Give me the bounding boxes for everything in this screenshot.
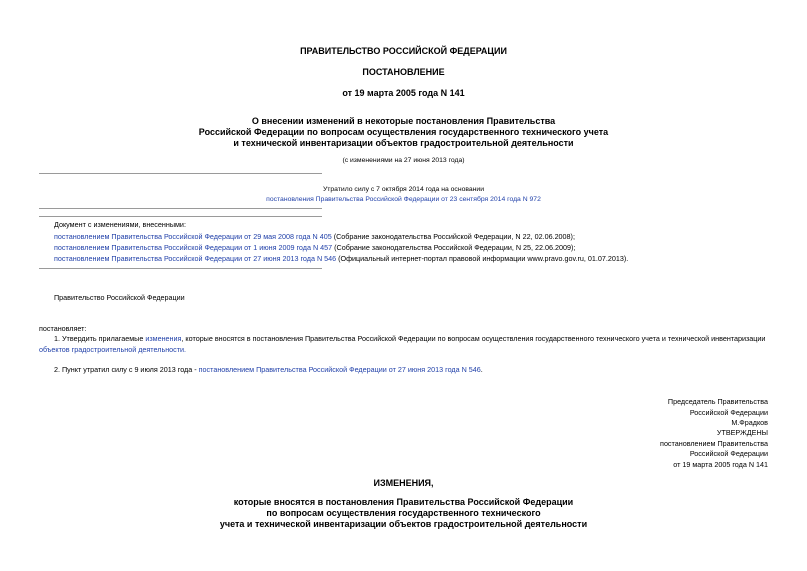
invalid-note-link[interactable]: постановления Правительства Российской Федерации от 23 сентября 2014 года N 972 bbox=[266, 196, 541, 203]
header-date-number: от 19 марта 2005 года N 141 bbox=[342, 88, 465, 98]
paragraph-2-text: . bbox=[480, 365, 483, 374]
paragraph-1-link[interactable]: изменения bbox=[145, 334, 182, 343]
change-item bbox=[54, 231, 575, 243]
change-item bbox=[54, 253, 628, 265]
change-item bbox=[54, 242, 575, 254]
change-item-link[interactable]: постановлением Правительства Российской Федерации от 1 июня 2009 года N 457 bbox=[54, 243, 333, 252]
amendment-note: (с изменениями на 27 июня 2013 года) bbox=[342, 157, 465, 164]
header-government: ПРАВИТЕЛЬСТВО РОССИЙСКОЙ ФЕДЕРАЦИИ bbox=[300, 46, 507, 56]
body-subject: Правительство Российской Федерации bbox=[54, 293, 185, 302]
paragraph-1-text: , которые вносятся в постановления Правительства Российской Федерации по вопросам осуществления государственного технического учета и технической инвентаризации bbox=[181, 334, 766, 343]
divider bbox=[39, 268, 322, 269]
change-item-text: (Собрание законодательства Российской Федерации, N 25, 22.06.2009); bbox=[332, 243, 576, 252]
approved-line: от 19 марта 2005 года N 141 bbox=[673, 459, 768, 469]
paragraph-1 bbox=[54, 333, 765, 345]
approved-block bbox=[660, 428, 768, 470]
title-line-2: Российской Федерации по вопросам осуществления государственного технического учета bbox=[198, 127, 609, 137]
paragraph-2-text: 2. Пункт утратил силу с 9 июля 2013 года - bbox=[54, 365, 199, 374]
change-item-link[interactable]: постановлением Правительства Российской Федерации от 29 мая 2008 года N 405 bbox=[54, 232, 332, 241]
divider bbox=[39, 173, 322, 174]
change-item-link[interactable]: постановлением Правительства Российской Федерации от 27 июня 2013 года N 546 bbox=[54, 254, 337, 263]
signature-line: М.Фрадков bbox=[731, 418, 768, 427]
signature-line: Председатель Правительства bbox=[667, 397, 768, 406]
annex-title: ИЗМЕНЕНИЯ, bbox=[373, 478, 434, 488]
paragraph-2 bbox=[54, 364, 483, 376]
body-resolves: постановляет: bbox=[39, 324, 87, 333]
paragraph-1-continuation: объектов градостроительной деятельности. bbox=[39, 345, 187, 354]
annex-line-1: которые вносятся в постановления Правительства Российской Федерации bbox=[233, 497, 574, 507]
header-doc-type: ПОСТАНОВЛЕНИЕ bbox=[362, 67, 445, 77]
divider bbox=[39, 216, 322, 217]
title-line-1: О внесении изменений в некоторые постановления Правительства bbox=[251, 116, 556, 126]
paragraph-1-text: 1. Утвердить прилагаемые bbox=[54, 334, 146, 343]
title-line-3: и технической инвентаризации объектов градостроительной деятельности bbox=[233, 138, 574, 148]
approved-line: УТВЕРЖДЕНЫ bbox=[716, 428, 768, 437]
approved-line: Российской Федерации bbox=[689, 449, 768, 458]
annex-line-2: по вопросам осуществления государственного технического bbox=[266, 508, 541, 518]
paragraph-2-link[interactable]: постановлением Правительства Российской Федерации от 27 июня 2013 года N 546 bbox=[198, 365, 481, 374]
signature-block bbox=[668, 397, 768, 429]
invalid-note-link-wrap bbox=[0, 196, 807, 203]
changes-intro: Документ с изменениями, внесенными: bbox=[54, 220, 186, 229]
signature-line: Российской Федерации bbox=[689, 407, 768, 417]
divider bbox=[39, 208, 322, 209]
invalid-note: Утратило силу с 7 октября 2014 года на основании bbox=[322, 186, 485, 193]
annex-line-3: учета и технической инвентаризации объектов градостроительной деятельности bbox=[219, 519, 588, 529]
change-item-text: (Собрание законодательства Российской Федерации, N 22, 02.06.2008); bbox=[331, 232, 575, 241]
change-item-text: (Официальный интернет-портал правовой информации www.pravo.gov.ru, 01.07.2013). bbox=[336, 254, 629, 263]
approved-line: постановлением Правительства bbox=[660, 438, 768, 448]
